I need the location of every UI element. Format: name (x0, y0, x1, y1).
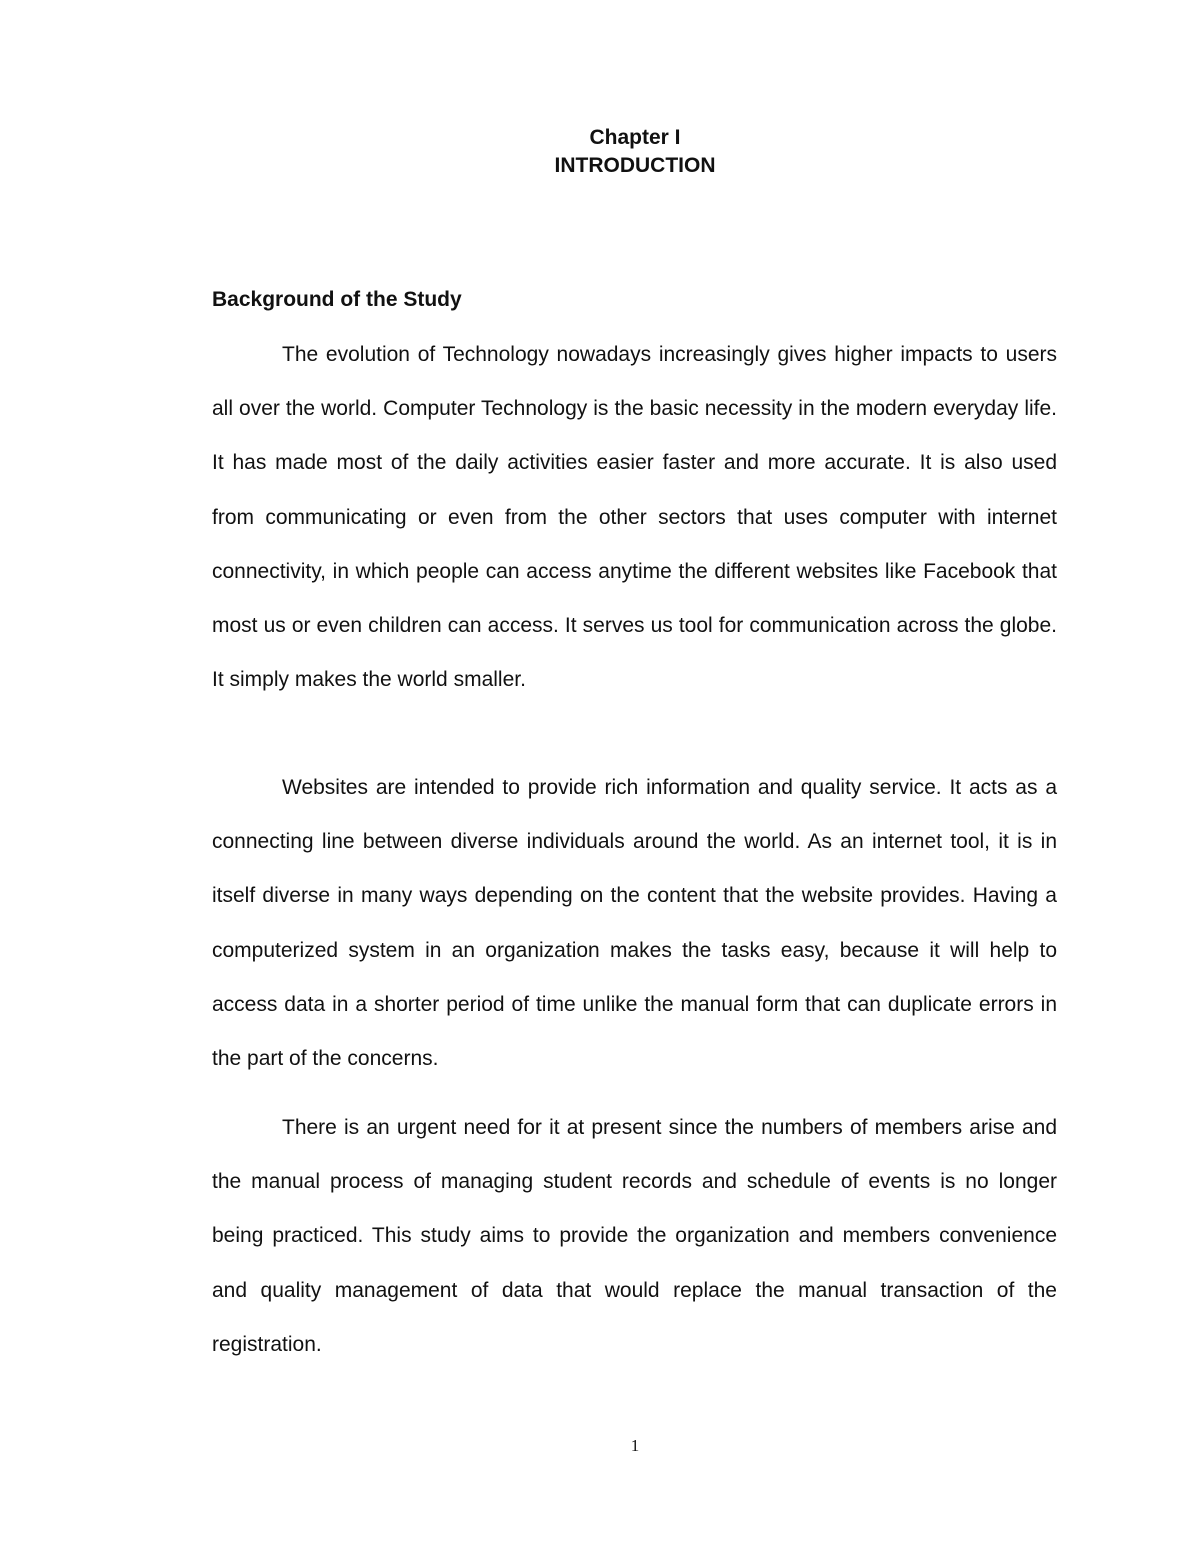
chapter-title: INTRODUCTION (554, 154, 716, 177)
body-paragraph: The evolution of Technology nowadays increasingly gives higher impacts to users all over the world. Computer Technology is the basic necessity in the modern everyday life. It has made most of the daily activities easier faster and more accurate. It is also used from communicating or even from the other sectors that uses computer with internet connectivity, in which people can access anytime the different websites like Facebook that most us or even children can access. It serves us tool for communication across the globe. It simply makes the world smaller. (212, 343, 1057, 692)
page-number: 1 (630, 1436, 640, 1455)
chapter-heading (0, 124, 1200, 180)
section-title: Background of the Study (212, 288, 462, 311)
body-paragraph: There is an urgent need for it at present since the numbers of members arise and the manual process of managing student records and schedule of events is no longer being practiced. This study aims to provide the organization and members convenience and quality management of data that would replace the manual transaction of the registration. (212, 1116, 1057, 1356)
body-paragraph: Websites are intended to provide rich information and quality service. It acts as a connecting line between diverse individuals around the world. As an internet tool, it is in itself diverse in many ways depending on the content that the website provides. Having a computerized system in an organization makes the tasks easy, because it will help to access data in a shorter period of time unlike the manual form that can duplicate errors in the part of the concerns. (212, 776, 1057, 1071)
chapter-label: Chapter I (589, 126, 681, 149)
